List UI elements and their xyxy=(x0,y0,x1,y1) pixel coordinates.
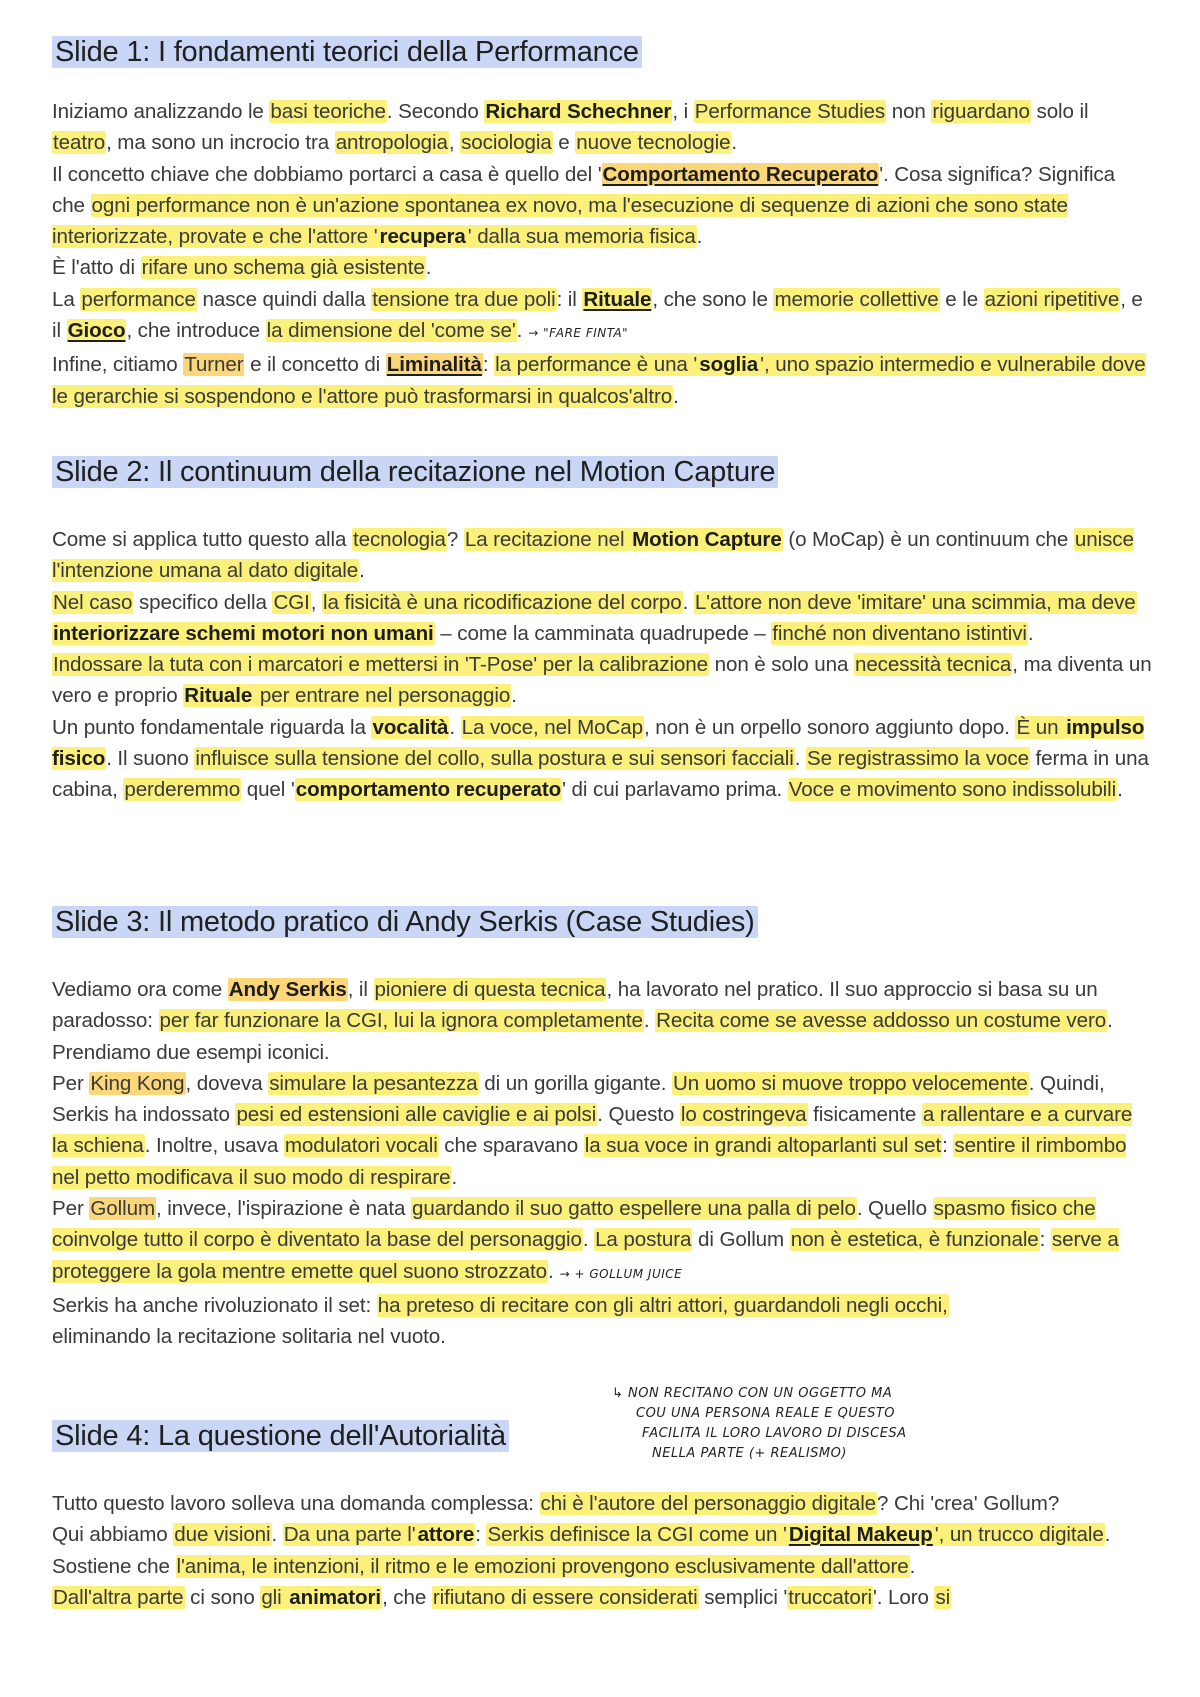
paragraph: Serkis ha anche rivoluzionato il set: ha preteso di recitare con gli altri attori, guardandoli negli occhi, eliminando la recitazione solitaria nel vuoto. xyxy=(52,1293,948,1349)
paragraph: Per Gollum, invece, l'ispirazione è nata guardando il suo gatto espellere una palla di pelo. Quello spasmo fisico che coinvolge tutto il corpo è diventato la base del personaggio. La postura di Gollum non è estetica, è funzionale: serve a proteggere la gola mentre emette quel suono strozzato. → + GOLLUM JUICE xyxy=(52,1197,1119,1283)
slide-3-title: Slide 3: Il metodo pratico di Andy Serkis (Case Studies) xyxy=(52,904,758,940)
slide-1-title: Slide 1: I fondamenti teorici della Performance xyxy=(52,34,642,70)
paragraph: Per King Kong, doveva simulare la pesantezza di un gorilla gigante. Un uomo si muove troppo velocemente. Quindi, Serkis ha indossato pesi ed estensioni alle caviglie e ai polsi. Questo lo costringeva fisicamente a rallentare e a curvare la schiena. Inoltre, usava modulatori vocali che sparavano la sua voce in grandi altoparlanti sul set: sentire il rimbombo nel petto modificava il suo modo di respirare. xyxy=(52,1071,1133,1189)
slide-3-body xyxy=(52,974,1152,1353)
paragraph: Il concetto chiave che dobbiamo portarci a casa è quello del 'Comportamento Recuperato'. Cosa significa? Significa che ogni performance non è un'azione spontanea ex novo, ma l'esecuzione di sequenze di azioni che sono state interiorizzate, provate e che l'attore 'recupera' dalla sua memoria fisica. xyxy=(52,162,1115,249)
paragraph: Dall'altra parte ci sono gli animatori, che rifiutano di essere considerati semplici 'truccatori'. Loro si xyxy=(53,1585,951,1609)
paragraph: Come si applica tutto questo alla tecnologia? La recitazione nel Motion Capture (o MoCap) è un continuum che unisce l'intenzione umana al dato digitale. xyxy=(52,528,1134,583)
paragraph: Nel caso specifico della CGI, la fisicità è una ricodificazione del corpo. L'attore non deve 'imitare' una scimmia, ma deve interiorizzare schemi motori non umani – come la camminata quadrupede – finché non diventano istintivi. xyxy=(53,590,1136,645)
paragraph: Qui abbiamo due visioni. Da una parte l'attore: Serkis definisce la CGI come un 'Digital Makeup', un trucco digitale. Sostiene che l'anima, le intenzioni, il ritmo e le emozioni provengono esclusivamente dall'attore. xyxy=(52,1523,1111,1578)
paragraph: Prendiamo due esempi iconici. xyxy=(52,1040,330,1064)
paragraph: Indossare la tuta con i marcatori e mettersi in 'T-Pose' per la calibrazione non è solo una necessità tecnica, ma diventa un vero e proprio Rituale per entrare nel personaggio. xyxy=(52,653,1152,708)
slide-2-title: Slide 2: Il continuum della recitazione nel Motion Capture xyxy=(52,454,778,490)
paragraph: La performance nasce quindi dalla tensione tra due poli: il Rituale, che sono le memorie collettive e le azioni ripetitive, e il Gioco, che introduce la dimensione del 'come se'. → "FARE FINTA" xyxy=(52,287,1143,343)
slide-4-title: Slide 4: La questione dell'Autorialità xyxy=(52,1418,509,1454)
paragraph: Un punto fondamentale riguarda la vocalità. La voce, nel MoCap, non è un orpello sonoro aggiunto dopo. È un impulso fisico. Il suono influisce sulla tensione del collo, sulla postura e sui sensori facciali. Se registrassimo la voce ferma in una cabina, perderemmo quel 'comportamento recuperato' di cui parlavamo prima. Voce e movimento sono indissolubili. xyxy=(52,715,1149,802)
slide-4-body xyxy=(52,1488,1152,1613)
paragraph: Vediamo ora come Andy Serkis, il pioniere di questa tecnica, ha lavorato nel pratico. Il suo approccio si basa su un paradosso: per far funzionare la CGI, lui la ignora completamente. Recita come se avesse addosso un costume vero. xyxy=(52,978,1113,1033)
handwritten-note: → + GOLLUM JUICE xyxy=(559,1266,683,1281)
paragraph: È l'atto di rifare uno schema già esistente. xyxy=(52,256,432,280)
paragraph: Infine, citiamo Turner e il concetto di Liminalità: la performance è una 'soglia', uno spazio intermedio e vulnerabile dove le gerarchie si sospendono e l'attore può trasformarsi in qualcos'altro. xyxy=(52,353,1146,408)
handwritten-annotation: ↳ NON RECITANO CON UN OGGETTO MA COU UNA PERSONA REALE E QUESTO FACILITA IL LORO LAVORO DI DISCESA NELLA PARTE (+ REALISMO) xyxy=(612,1386,907,1461)
handwritten-note: → "FARE FINTA" xyxy=(528,326,629,341)
slide-1-body xyxy=(52,96,1152,412)
paragraph: Tutto questo lavoro solleva una domanda complessa: chi è l'autore del personaggio digitale? Chi 'crea' Gollum? xyxy=(52,1492,1060,1515)
slide-2-body xyxy=(52,524,1152,806)
paragraph: Iniziamo analizzando le basi teoriche. Secondo Richard Schechner, i Performance Studies non riguardano solo il teatro, ma sono un incrocio tra antropologia, sociologia e nuove tecnologie. xyxy=(52,100,1089,155)
